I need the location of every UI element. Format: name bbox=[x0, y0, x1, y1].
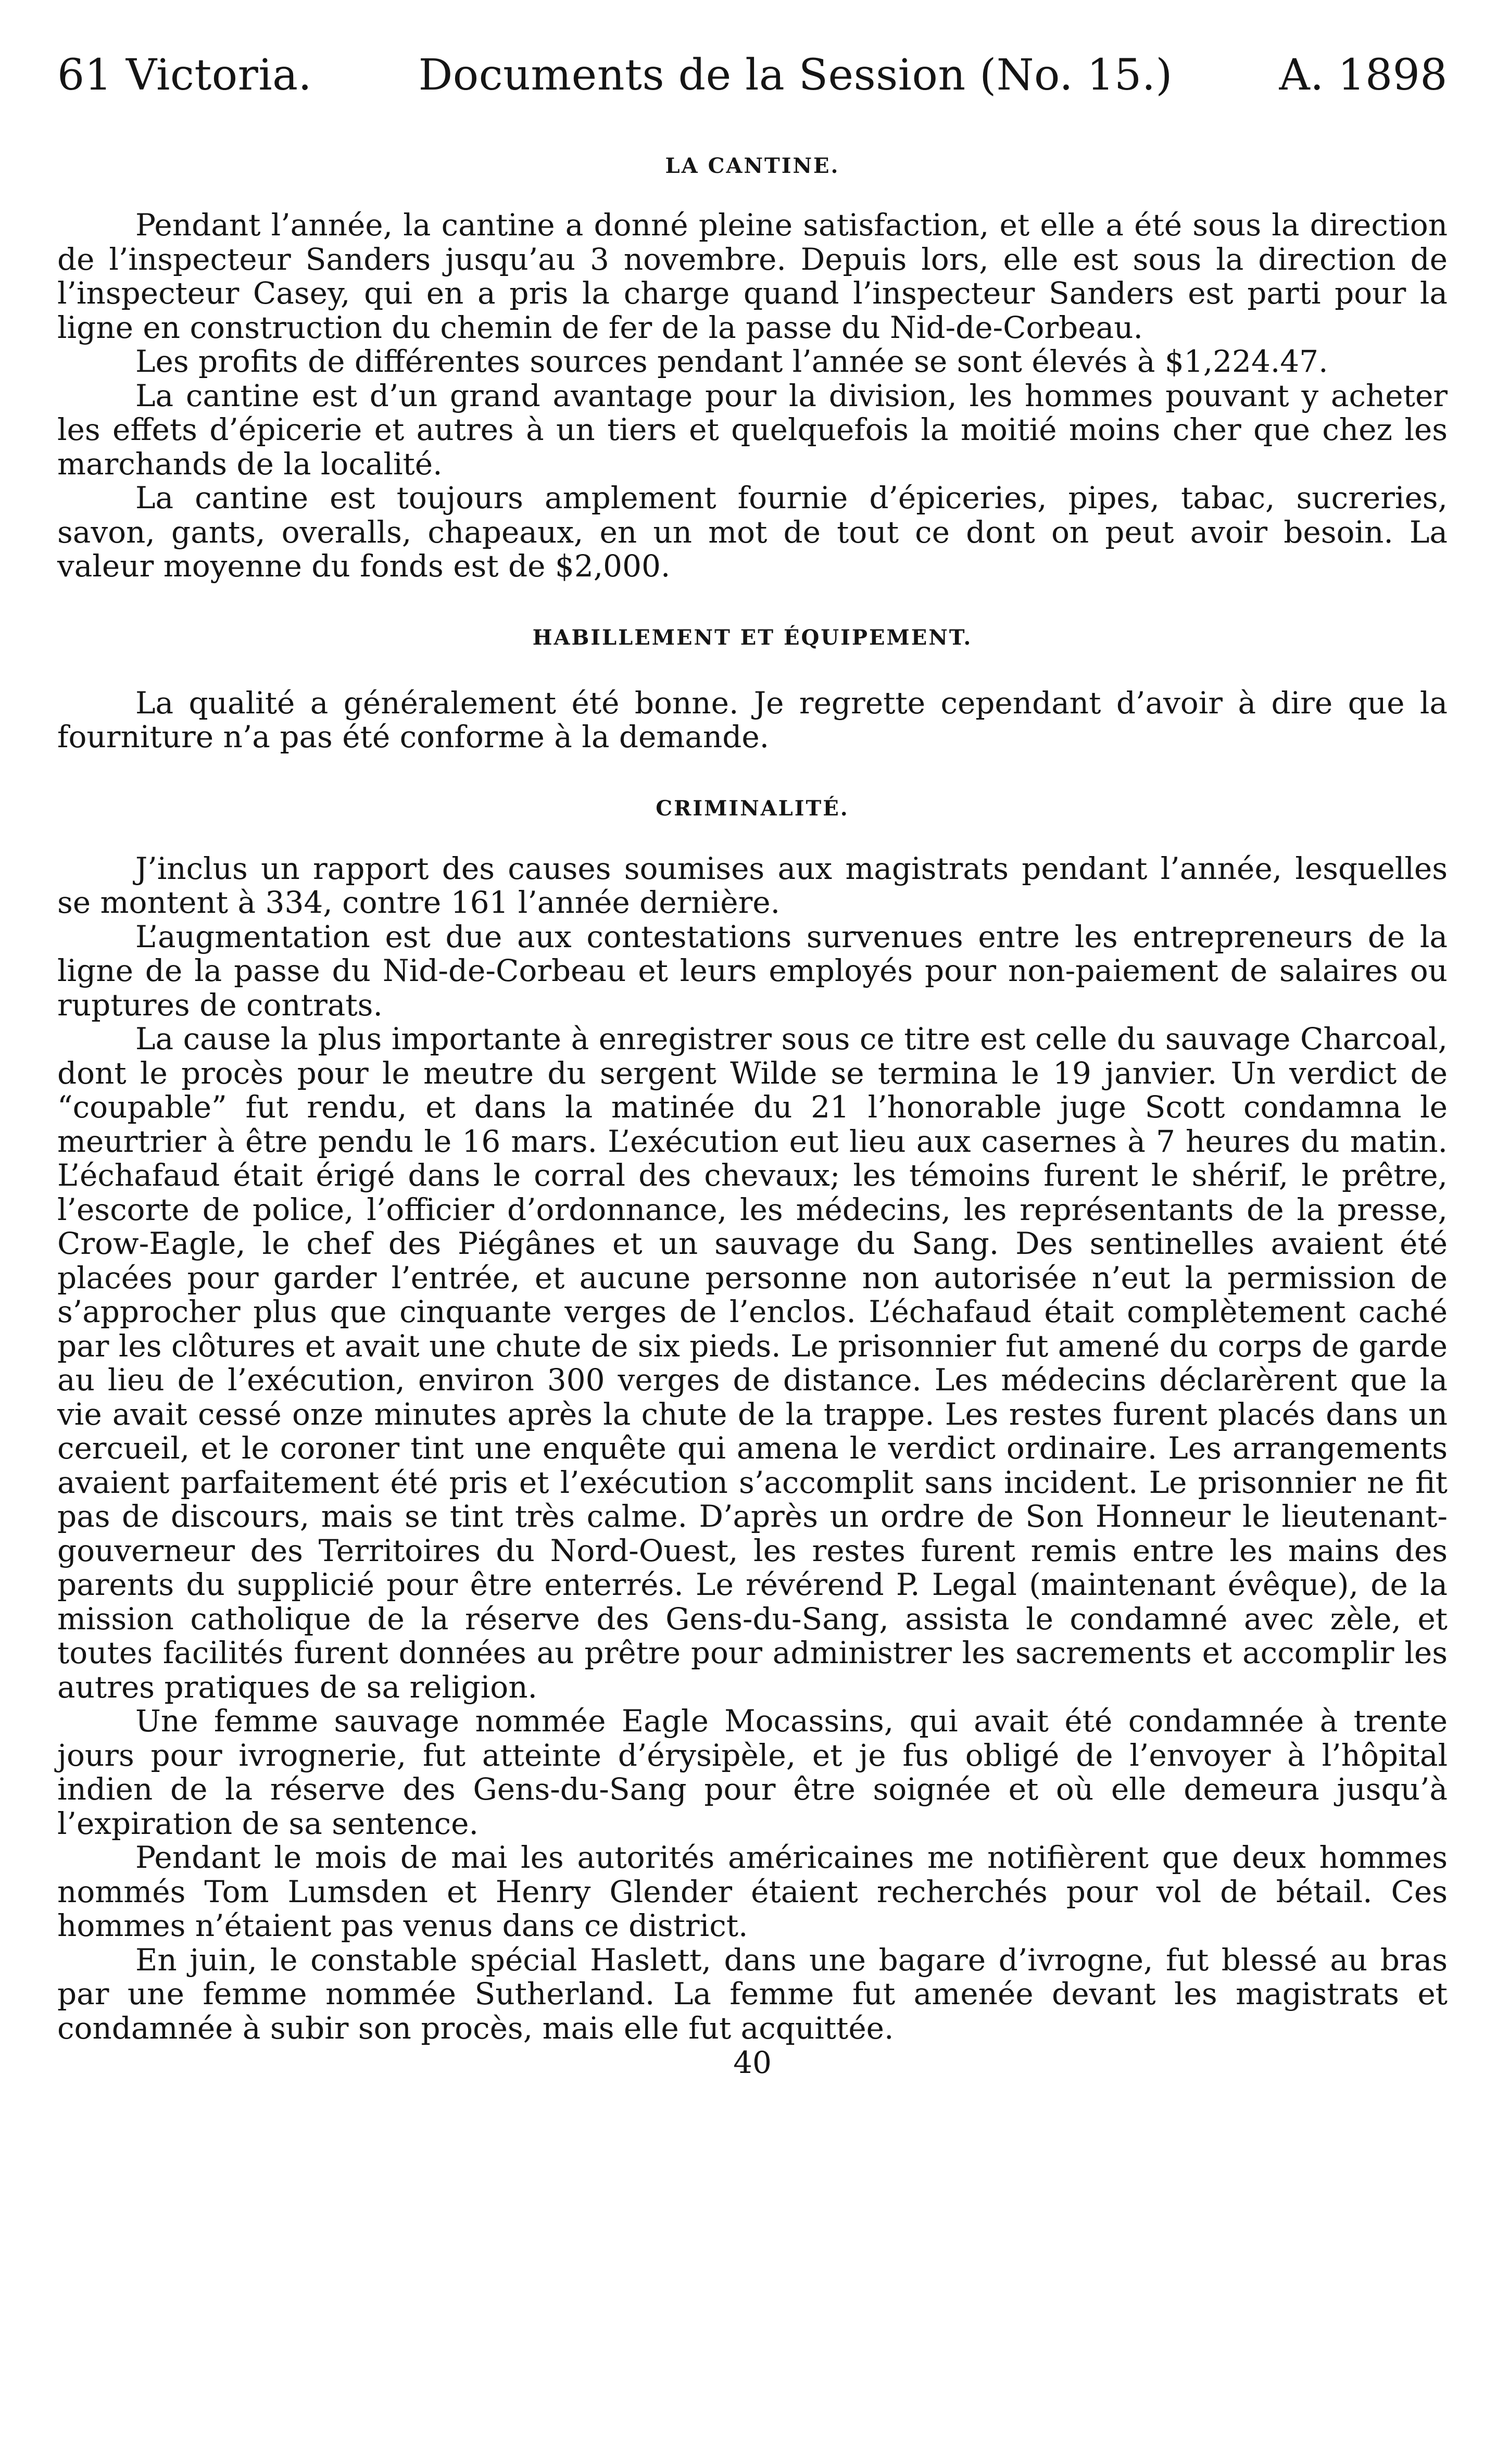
section-title-habillement: HABILLEMENT ET ÉQUIPEMENT. bbox=[532, 625, 973, 650]
section-title-criminalite: CRIMINALITÉ. bbox=[656, 796, 849, 821]
paragraph: L’augmentation est due aux contestations survenues entre les entrepreneurs de la ligne de la passe du Nid-de-Corbeau et leurs employés pour non-paiement de salaires ou ruptures de contrats. bbox=[57, 919, 1448, 1023]
paragraph: La cantine est toujours amplement fournie d’épiceries, pipes, tabac, sucreries, savon, gants, overalls, chapeaux, en un mot de tout ce dont on peut avoir besoin. La valeur moyenne du fonds est de $2,000. bbox=[57, 480, 1448, 584]
section-title-cantine: LA CANTINE. bbox=[665, 154, 840, 178]
paragraph: Pendant l’année, la cantine a donné pleine satisfaction, et elle a été sous la direction de l’inspecteur Sanders jusqu’au 3 novembre. Depuis lors, elle est sous la direction de l’inspecteur Casey, qui en a pris la charge quand l’inspecteur Sanders est parti pour la ligne en construction du chemin de fer de la passe du Nid-de-Corbeau. bbox=[57, 207, 1448, 345]
paragraph: Une femme sauvage nommée Eagle Mocassins, qui avait été condamnée à trente jours pour ivrognerie, fut atteinte d’érysipèle, et je fus obligé de l’envoyer à l’hôpital indien de la réserve des Gens-du-Sang pour être soignée et où elle demeura jusqu’à l’expiration de sa sentence. bbox=[57, 1703, 1448, 1841]
section-habillement bbox=[57, 686, 1448, 755]
paragraph: En juin, le constable spécial Haslett, dans une bagare d’ivrogne, fut blessé au bras par une femme nommée Sutherland. La femme fut amenée devant les magistrats et condamnée à subir son procès, mais elle fut acquittée. bbox=[57, 1942, 1448, 2046]
paragraph: La cantine est d’un grand avantage pour la division, les hommes pouvant y acheter les effets d’épicerie et autres à un tiers et quelquefois la moitié moins cher que chez les marchands de la localité. bbox=[57, 378, 1448, 482]
running-header bbox=[57, 49, 1448, 102]
paragraph: La cause la plus importante à enregistrer sous ce titre est celle du sauvage Charcoal, dont le procès pour le meutre du sergent Wilde se termina le 19 janvier. Un verdict de “coupable” fut rendu, et dans la matinée du 21 l’honorable juge Scott condamna le meurtrier à être pendu le 16 mars. L’exécution eut lieu aux casernes à 7 heures du matin. L’échafaud était érigé dans le corral des chevaux; les témoins furent le shérif, le prêtre, l’escorte de police, l’officier d’ordonnance, les médecins, les représentants de la presse, Crow-Eagle, le chef des Piégânes et un sauvage du Sang. Des sentinelles avaient été placées pour garder l’entrée, et aucune personne non autorisée n’eut la permission de s’approcher plus que cinquante verges de l’enclos. L’échafaud était complètement caché par les clôtures et avait une chute de six pieds. Le prisonnier fut amené du corps de garde au lieu de l’exécution, environ 300 verges de distance. Les médecins déclarèrent que la vie avait cessé onze minutes après la chute de la trappe. Les restes furent placés dans un cercueil, et le coroner tint une enquête qui amena le verdict ordinaire. Les arrangements avaient parfaitement été pris et l’exécution s’accomplit sans incident. Le prisonnier ne fit pas de discours, mais se tint très calme. D’après un ordre de Son Honneur le lieutenant-gouverneur des Territoires du Nord-Ouest, les restes furent remis entre les mains des parents du supplicié pour être enterrés. Le révérend P. Legal (maintenant évêque), de la mission catholique de la réserve des Gens-du-Sang, assista le condamné avec zèle, et toutes facilités furent données au prêtre pour administrer les sacrements et accomplir les autres pratiques de sa religion. bbox=[57, 1021, 1448, 1705]
paragraph: Les profits de différentes sources pendant l’année se sont élevés à $1,224.47. bbox=[135, 344, 1328, 379]
document-page bbox=[57, 49, 1448, 2080]
paragraph: Pendant le mois de mai les autorités américaines me notifièrent que deux hommes nommés Tom Lumsden et Henry Glender étaient recherchés pour vol de bétail. Ces hommes n’étaient pas venus dans ce district. bbox=[57, 1840, 1448, 1943]
page-number: 40 bbox=[733, 2045, 772, 2080]
header-year: A. 1898 bbox=[1279, 51, 1448, 100]
header-document-title: Documents de la Session (No. 15.) bbox=[418, 51, 1173, 100]
paragraph: J’inclus un rapport des causes soumises aux magistrats pendant l’année, lesquelles se montent à 334, contre 161 l’année dernière. bbox=[57, 850, 1448, 920]
section-criminalite bbox=[57, 852, 1448, 2046]
paragraph: La qualité a généralement été bonne. Je regrette cependant d’avoir à dire que la fourniture n’a pas été conforme à la demande. bbox=[57, 685, 1448, 755]
header-regnal-year: 61 Victoria. bbox=[57, 51, 312, 100]
section-cantine bbox=[57, 208, 1448, 584]
